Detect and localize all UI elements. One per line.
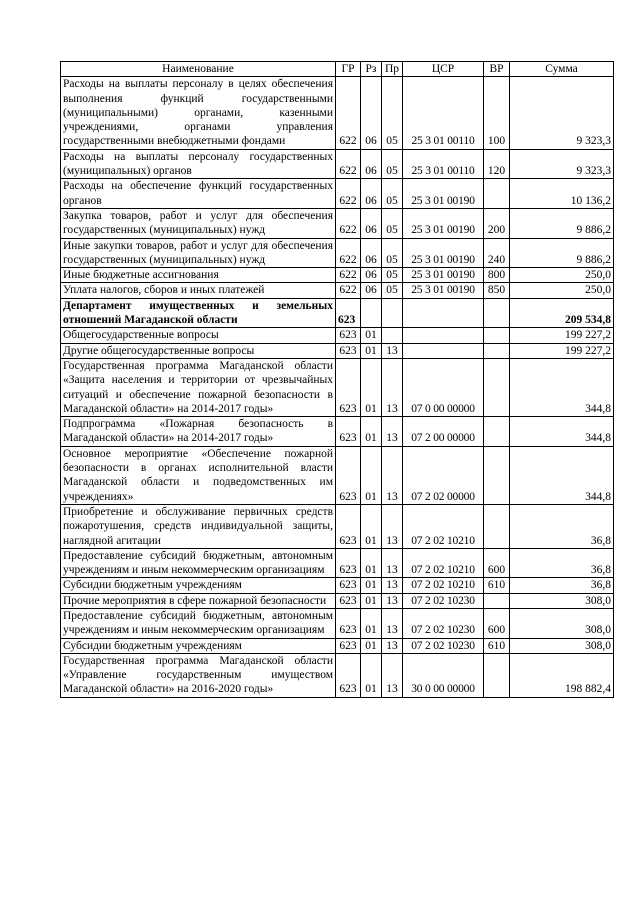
row-gr: 623 <box>336 548 361 578</box>
row-csr: 07 2 02 10210 <box>403 548 484 578</box>
row-sum: 36,8 <box>510 548 614 578</box>
row-gr: 623 <box>336 504 361 548</box>
row-gr: 623 <box>336 638 361 653</box>
row-gr: 623 <box>336 608 361 638</box>
row-pr: 05 <box>382 238 403 268</box>
row-csr: 07 2 02 10210 <box>403 578 484 593</box>
row-csr: 25 3 01 00110 <box>403 149 484 179</box>
row-rz: 06 <box>361 149 382 179</box>
table-row <box>61 593 614 608</box>
table-row <box>61 504 614 548</box>
table-row <box>61 446 614 504</box>
row-sum: 9 886,2 <box>510 208 614 238</box>
row-sum: 250,0 <box>510 268 614 283</box>
row-name: Субсидии бюджетным учреждениям <box>61 638 336 653</box>
table-row <box>61 298 614 328</box>
row-name: Государственная программа Магаданской области «Управление государственным имуществом Магаданской области» на 2016-2020 годы» <box>61 653 336 697</box>
row-gr: 623 <box>336 593 361 608</box>
table-row <box>61 179 614 209</box>
row-csr <box>403 343 484 358</box>
row-rz: 06 <box>361 77 382 149</box>
row-gr: 623 <box>336 578 361 593</box>
row-pr: 13 <box>382 358 403 416</box>
row-name: Субсидии бюджетным учреждениям <box>61 578 336 593</box>
row-name: Основное мероприятие «Обеспечение пожарной безопасности в органах исполнительной власти Магаданской области и подведомственных им учреждениях» <box>61 446 336 504</box>
row-gr: 622 <box>336 238 361 268</box>
row-sum: 9 323,3 <box>510 149 614 179</box>
row-gr: 623 <box>336 358 361 416</box>
table-body <box>61 77 614 697</box>
row-sum: 308,0 <box>510 608 614 638</box>
row-gr: 623 <box>336 417 361 447</box>
row-name: Предоставление субсидий бюджетным, автономным учреждениям и иным некоммерческим организациям <box>61 608 336 638</box>
row-rz: 01 <box>361 593 382 608</box>
header-sum: Сумма <box>510 62 614 77</box>
row-rz: 01 <box>361 638 382 653</box>
row-csr <box>403 328 484 343</box>
row-name: Приобретение и обслуживание первичных средств пожаротушения, средств индивидуальной защиты, наглядной агитации <box>61 504 336 548</box>
row-name: Расходы на обеспечение функций государственных органов <box>61 179 336 209</box>
table-row <box>61 343 614 358</box>
row-name: Расходы на выплаты персоналу в целях обеспечения выполнения функций государственными (муниципальными) органами, казенными учреждениями, органами управления государственными внебюджетными фондами <box>61 77 336 149</box>
row-gr: 623 <box>336 343 361 358</box>
row-sum: 308,0 <box>510 593 614 608</box>
row-pr: 13 <box>382 578 403 593</box>
table-row <box>61 77 614 149</box>
table-row <box>61 358 614 416</box>
row-name: Закупка товаров, работ и услуг для обеспечения государственных (муниципальных) нужд <box>61 208 336 238</box>
row-vr: 100 <box>484 77 510 149</box>
header-name: Наименование <box>61 62 336 77</box>
table-row <box>61 653 614 697</box>
row-sum: 198 882,4 <box>510 653 614 697</box>
row-vr <box>484 653 510 697</box>
row-csr: 07 2 02 10230 <box>403 608 484 638</box>
row-name: Общегосударственные вопросы <box>61 328 336 343</box>
header-rz: Рз <box>361 62 382 77</box>
row-sum: 199 227,2 <box>510 343 614 358</box>
row-vr: 610 <box>484 578 510 593</box>
row-pr: 05 <box>382 283 403 298</box>
row-sum: 250,0 <box>510 283 614 298</box>
row-csr: 25 3 01 00190 <box>403 208 484 238</box>
row-vr <box>484 179 510 209</box>
row-csr: 25 3 01 00190 <box>403 283 484 298</box>
row-rz: 01 <box>361 578 382 593</box>
header-pr: Пр <box>382 62 403 77</box>
row-vr <box>484 446 510 504</box>
row-sum: 36,8 <box>510 504 614 548</box>
row-name: Другие общегосударственные вопросы <box>61 343 336 358</box>
row-sum: 308,0 <box>510 638 614 653</box>
row-gr: 623 <box>336 446 361 504</box>
row-sum: 36,8 <box>510 578 614 593</box>
row-csr: 25 3 01 00190 <box>403 268 484 283</box>
table-row <box>61 578 614 593</box>
row-csr: 07 2 02 10210 <box>403 504 484 548</box>
row-rz: 06 <box>361 238 382 268</box>
row-sum: 10 136,2 <box>510 179 614 209</box>
row-pr <box>382 298 403 328</box>
row-vr: 600 <box>484 548 510 578</box>
row-csr: 07 2 02 00000 <box>403 446 484 504</box>
header-gr: ГР <box>336 62 361 77</box>
row-name: Подпрограмма «Пожарная безопасность в Магаданской области» на 2014-2017 годы» <box>61 417 336 447</box>
row-vr: 600 <box>484 608 510 638</box>
row-csr: 07 0 00 00000 <box>403 358 484 416</box>
table-header-row <box>61 62 614 77</box>
row-name: Иные бюджетные ассигнования <box>61 268 336 283</box>
row-gr: 623 <box>336 653 361 697</box>
row-csr: 25 3 01 00190 <box>403 238 484 268</box>
table-row <box>61 328 614 343</box>
row-gr: 622 <box>336 149 361 179</box>
row-pr: 13 <box>382 653 403 697</box>
header-vr: ВР <box>484 62 510 77</box>
row-csr: 07 2 02 10230 <box>403 593 484 608</box>
row-vr: 240 <box>484 238 510 268</box>
row-rz: 06 <box>361 179 382 209</box>
row-vr <box>484 343 510 358</box>
row-vr <box>484 417 510 447</box>
row-gr: 623 <box>336 328 361 343</box>
row-rz: 01 <box>361 446 382 504</box>
row-vr: 120 <box>484 149 510 179</box>
row-pr <box>382 328 403 343</box>
row-sum: 344,8 <box>510 417 614 447</box>
row-pr: 13 <box>382 504 403 548</box>
row-vr <box>484 328 510 343</box>
row-name: Уплата налогов, сборов и иных платежей <box>61 283 336 298</box>
row-rz: 01 <box>361 548 382 578</box>
row-csr: 25 3 01 00110 <box>403 77 484 149</box>
row-rz: 06 <box>361 283 382 298</box>
row-rz: 01 <box>361 343 382 358</box>
row-gr: 622 <box>336 179 361 209</box>
row-pr: 13 <box>382 638 403 653</box>
row-vr: 850 <box>484 283 510 298</box>
row-rz <box>361 298 382 328</box>
row-rz: 01 <box>361 653 382 697</box>
row-csr: 07 2 00 00000 <box>403 417 484 447</box>
row-rz: 01 <box>361 358 382 416</box>
row-sum: 9 886,2 <box>510 238 614 268</box>
row-rz: 01 <box>361 608 382 638</box>
table-row <box>61 283 614 298</box>
row-vr <box>484 298 510 328</box>
budget-table <box>60 61 614 698</box>
table-row <box>61 268 614 283</box>
row-name: Государственная программа Магаданской области «Защита населения и территории от чрезвычайных ситуаций и обеспечение пожарной безопасности в Магаданской области» на 2014-2017 годы» <box>61 358 336 416</box>
row-name: Предоставление субсидий бюджетным, автономным учреждениям и иным некоммерческим организациям <box>61 548 336 578</box>
row-csr <box>403 298 484 328</box>
row-csr: 30 0 00 00000 <box>403 653 484 697</box>
row-csr: 07 2 02 10230 <box>403 638 484 653</box>
table-row <box>61 208 614 238</box>
row-pr: 05 <box>382 179 403 209</box>
row-name: Иные закупки товаров, работ и услуг для обеспечения государственных (муниципальных) нужд <box>61 238 336 268</box>
row-vr <box>484 593 510 608</box>
row-pr: 05 <box>382 149 403 179</box>
row-vr <box>484 358 510 416</box>
row-pr: 05 <box>382 208 403 238</box>
row-sum: 344,8 <box>510 358 614 416</box>
row-sum: 9 323,3 <box>510 77 614 149</box>
row-sum: 209 534,8 <box>510 298 614 328</box>
row-name: Расходы на выплаты персоналу государственных (муниципальных) органов <box>61 149 336 179</box>
row-pr: 05 <box>382 268 403 283</box>
row-gr: 623 <box>336 298 361 328</box>
row-gr: 622 <box>336 283 361 298</box>
row-pr: 13 <box>382 446 403 504</box>
row-rz: 01 <box>361 417 382 447</box>
row-pr: 13 <box>382 608 403 638</box>
row-rz: 01 <box>361 504 382 548</box>
table-row <box>61 608 614 638</box>
table-row <box>61 417 614 447</box>
row-csr: 25 3 01 00190 <box>403 179 484 209</box>
row-pr: 05 <box>382 77 403 149</box>
table-row <box>61 548 614 578</box>
row-name: Прочие мероприятия в сфере пожарной безопасности <box>61 593 336 608</box>
row-pr: 13 <box>382 548 403 578</box>
row-pr: 13 <box>382 417 403 447</box>
row-vr: 610 <box>484 638 510 653</box>
row-gr: 622 <box>336 208 361 238</box>
row-gr: 622 <box>336 268 361 283</box>
table-row <box>61 149 614 179</box>
row-vr <box>484 504 510 548</box>
row-sum: 344,8 <box>510 446 614 504</box>
row-gr: 622 <box>336 77 361 149</box>
table-row <box>61 238 614 268</box>
row-name: Департамент имущественных и земельных отношений Магаданской области <box>61 298 336 328</box>
row-sum: 199 227,2 <box>510 328 614 343</box>
row-vr: 800 <box>484 268 510 283</box>
row-rz: 01 <box>361 328 382 343</box>
row-vr: 200 <box>484 208 510 238</box>
table-row <box>61 638 614 653</box>
row-rz: 06 <box>361 268 382 283</box>
row-pr: 13 <box>382 343 403 358</box>
header-csr: ЦСР <box>403 62 484 77</box>
row-rz: 06 <box>361 208 382 238</box>
row-pr: 13 <box>382 593 403 608</box>
